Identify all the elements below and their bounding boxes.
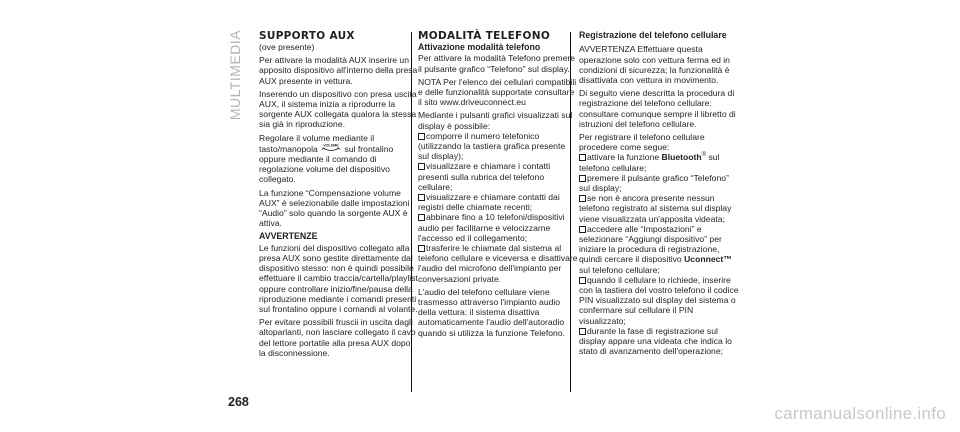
warning-paragraph: AVVERTENZA Effettuare questa operazione solo con vettura ferma ed in condizioni di sicurezza; la funzionalità è disattivata con vettura in movimento. [579, 44, 730, 86]
bullet-item: durante la fase di registrazione sul display appare una videata che indica lo stato di avanzamento dell'operazione; [579, 325, 732, 357]
paragraph [579, 132, 739, 356]
column-phone-registration [579, 30, 739, 357]
paragraph: La funzione “Compensazione volume AUX” è selezionabile dalle impostazioni “Audio” solo quando la sorgente AUX è attiva. [259, 187, 410, 229]
paragraph: Inserendo un dispositivo con presa uscita AUX, il sistema inizia a riprodurre la sorgente AUX collegata qualora la stessa sia già in riproduzione. [259, 88, 417, 130]
paragraph-text: sul frontalino oppure mediante il comando di regolazione volume del dispositivo collegato. [259, 143, 394, 185]
bullet-item: quando il cellulare lo richiede, inserire con la tastiera del vostro telefono il codice PIN visualizzato sul display del sistema o confermare sul cellulare il PIN visualizzato; [579, 274, 739, 326]
bullet-item: accedere alle “Impostazioni” e selezionare “Aggiungi dispositivo” per iniziare la procedura di registrazione, quindi cercare il dispositivo Uconnect™ sul telefono cellulare; [579, 223, 732, 275]
paragraph-text: Regolare il volume mediante il tasto/manopola [259, 132, 375, 154]
watermark: carmanualsonline.info [774, 404, 946, 423]
section-tab-label: MULTIMEDIA [227, 29, 243, 121]
paragraph: L'audio del telefono cellulare viene trasmesso attraverso l'impianto audio della vettura: il sistema disattiva automaticamente l'audio dell'autoradio quando si utilizza la funzione Telefono. [418, 286, 565, 338]
bullet-item: abbinare fino a 10 telefoni/dispositivi audio per facilitarne e velocizzarne l'accesso ed il collegamento; [418, 212, 565, 243]
section-title: MODALITÀ TELEFONO [418, 30, 551, 42]
checkbox-bullet-icon [418, 133, 425, 140]
paragraph-text: Mediante i pulsanti grafici visualizzati sul display è possibile: [418, 110, 573, 131]
section-subtitle: (ove presente) [259, 42, 315, 52]
checkbox-bullet-icon [418, 214, 425, 221]
warning-title: AVVERTENZE [259, 231, 318, 242]
note-paragraph: NOTA Per l'elenco dei cellulari compatibili e delle funzionalità supportate consultare il sito www.driveuconnect.eu [418, 76, 577, 108]
paragraph: Per evitare possibili fruscii in uscita dagli altoparlanti, non lasciare collegato il cavo del lettore portatile alla presa AUX dopo la disconnessione. [259, 317, 416, 358]
checkbox-bullet-icon [579, 226, 586, 233]
section-subtitle: Registrazione del telefono cellulare [579, 30, 727, 40]
checkbox-bullet-icon [579, 277, 586, 284]
bullet-item: se non è ancora presente nessun telefono registrato al sistema sul display viene visualizzata un'apposita videata; [579, 193, 732, 224]
paragraph [259, 133, 419, 185]
column-aux [259, 30, 419, 361]
volume-knob-label: VOLUME [323, 143, 339, 148]
section-title: SUPPORTO AUX [259, 30, 355, 42]
paragraph-text: Per registrare il telefono cellulare procedere come segue: [579, 132, 705, 153]
bullet-item: visualizzare e chiamare contatti dai registri delle chiamate recenti; [418, 192, 560, 213]
section-subtitle: Attivazione modalità telefono [418, 42, 541, 52]
bullet-item: comporre il numero telefonico (utilizzando la tastiera grafica presente sul display); [418, 130, 566, 162]
page-number: 268 [228, 395, 249, 409]
checkbox-bullet-icon [579, 175, 586, 182]
paragraph: Di seguito viene descritta la procedura di registrazione del telefono cellulare: consultare comunque sempre il libretto di istruzioni del telefono cellulare. [579, 88, 736, 129]
paragraph: Le funzioni del dispositivo collegato alla presa AUX sono gestite direttamente dal dispositivo stesso: non è quindi possibile effettuare il cambio traccia/cartella/playlist oppure controllare inizio/fine/pausa della riproduzione mediante i comandi presenti sul frontalino oppure i comandi al volante. [259, 242, 418, 315]
volume-knob-icon [320, 143, 342, 153]
bullet-item: trasferire le chiamate dal sistema al telefono cellulare e viceversa e disattivare l'audio del microfono dell'impianto per conversazioni private. [418, 243, 578, 284]
bullet-item: premere il pulsante grafico “Telefono” sul display; [579, 172, 729, 194]
bullet-item: visualizzare e chiamare i contatti presenti sulla rubrica del telefono cellulare; [418, 161, 551, 192]
checkbox-bullet-icon [579, 154, 586, 161]
paragraph [418, 110, 578, 283]
checkbox-bullet-icon [418, 163, 425, 170]
checkbox-bullet-icon [579, 328, 586, 335]
bullet-item: attivare la funzione Bluetooth® sul telefono cellulare; [579, 152, 720, 173]
paragraph: Per attivare la modalità AUX inserire un apposito dispositivo all'interno della presa AUX presente in vettura. [259, 55, 418, 86]
checkbox-bullet-icon [418, 194, 425, 201]
column-phone-mode [418, 30, 578, 341]
checkbox-bullet-icon [418, 245, 425, 252]
checkbox-bullet-icon [579, 195, 586, 202]
paragraph: Per attivare la modalità Telefono premere il pulsante grafico “Telefono” sul display. [418, 53, 575, 74]
section-tab [228, 20, 242, 130]
